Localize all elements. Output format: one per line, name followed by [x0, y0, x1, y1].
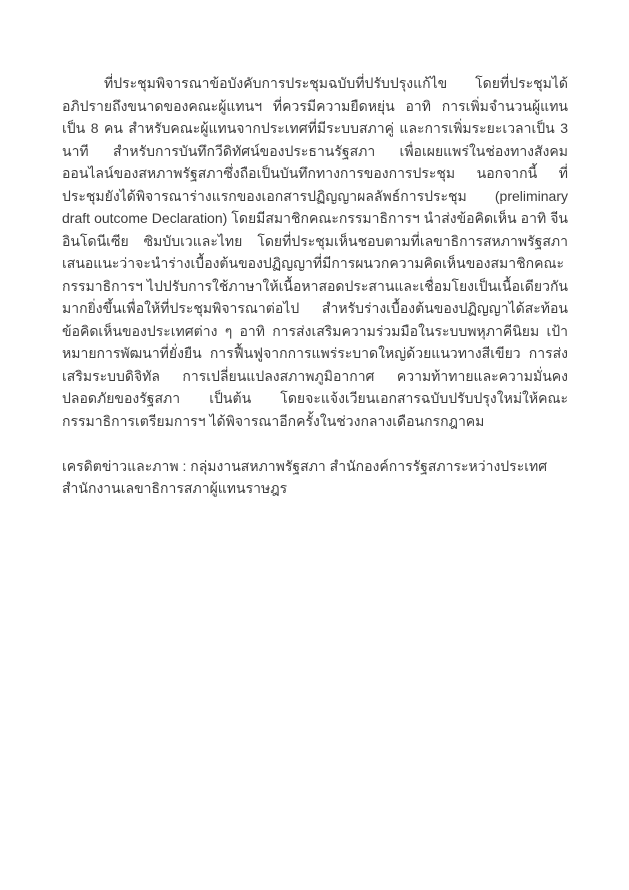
paragraph-line: โดยมีสมาชิกคณะกรรมาธิการฯ นำส่งข้อคิดเห็น อาทิ จีน อินโดนีเซีย ซิมบับเวและไทย โดยที่ประชุมเห็นชอบ	[62, 210, 568, 249]
paragraph-line: ที่ประชุมพิจารณาข้อบังคับการประชุมฉบับที่ปรับปรุงแก้ไข โดยที่ประชุมได้อภิปรายถึงขนาดของ	[62, 75, 568, 114]
credit-line: ผู้แทนราษฎร	[209, 480, 288, 496]
paragraph-line: ปลอดภัยของรัฐสภา เป็นต้น โดยจะแจ้งเวียนเอกสารฉบับปรับปรุงใหม่ให้คณะกรรมาธิการเตรียมการฯ	[62, 390, 568, 429]
paragraph-line: ยังได้พิจารณาร่างแรกของเอกสารปฏิญญาผลลัพธ์การประชุม (preliminary draft outcome Declaration)	[62, 187, 568, 226]
paragraph-line: คณะผู้แทนฯ ที่ควรมีความยืดหยุ่น อาทิ การเพิ่มจำนวนผู้แทนเป็น 8 คน สำหรับคณะผู้แทนจากประเทศ	[62, 97, 568, 136]
paragraph-line: ที่มีระบบสภาคู่ และการเพิ่มระยะเวลาเป็น 3 นาที สำหรับการบันทึกวีดิทัศน์ของประธานรัฐสภา เพื่อเผยแพร่	[62, 120, 568, 159]
paragraph-line: การส่งเสริมความร่วมมือในระบบพหุภาคีนิยม เป้าหมายการพัฒนาที่ยั่งยืน การฟื้นฟูจากการแพร่ระบาดใหญ่	[62, 322, 568, 361]
article-paragraph	[62, 72, 568, 432]
credit-paragraph	[62, 455, 568, 500]
paragraph-line: ในช่องทางสังคมออนไลน์ของสหภาพรัฐสภาซึ่งถือเป็นบันทึกทางการของการประชุม นอกจากนี้ ที่ประชุม	[62, 142, 568, 204]
paragraph-line: ด้วยแนวทางสีเขียว การส่งเสริมระบบดิจิทัล การเปลี่ยนแปลงสภาพภูมิอากาศ ความท้าทายและความมั่นคง	[62, 345, 568, 384]
paragraph-line: ได้พิจารณาอีกครั้งในช่วงกลางเดือนกรกฎาคม	[209, 412, 485, 429]
paragraph-line: สมาชิกคณะกรรมาธิการฯ ไปปรับการใช้ภาษาให้เนื้อหาสอดประสานและเชื่อมโยงเป็นเนื้อเดียวกันมากยิ่งขึ้น	[62, 255, 568, 316]
paragraph-line: เพื่อให้ที่ประชุมพิจารณาต่อไป สำหรับร่างเบื้องต้นของปฏิญญาได้สะท้อนข้อคิดเห็นของประเทศต่าง ๆ อาทิ	[62, 300, 568, 339]
credit-line: เครดิตข่าวและภาพ : กลุ่มงานสหภาพรัฐสภา สำนักองค์การรัฐสภาระหว่างประเทศ สำนักงานเลขาธิการสภา	[62, 457, 548, 496]
paragraph-line: ตามที่เลขาธิการสหภาพรัฐสภาเสนอแนะว่าจะนำร่างเบื้องต้นของปฏิญญาที่มีการผนวกความคิดเห็นของ	[62, 232, 568, 271]
